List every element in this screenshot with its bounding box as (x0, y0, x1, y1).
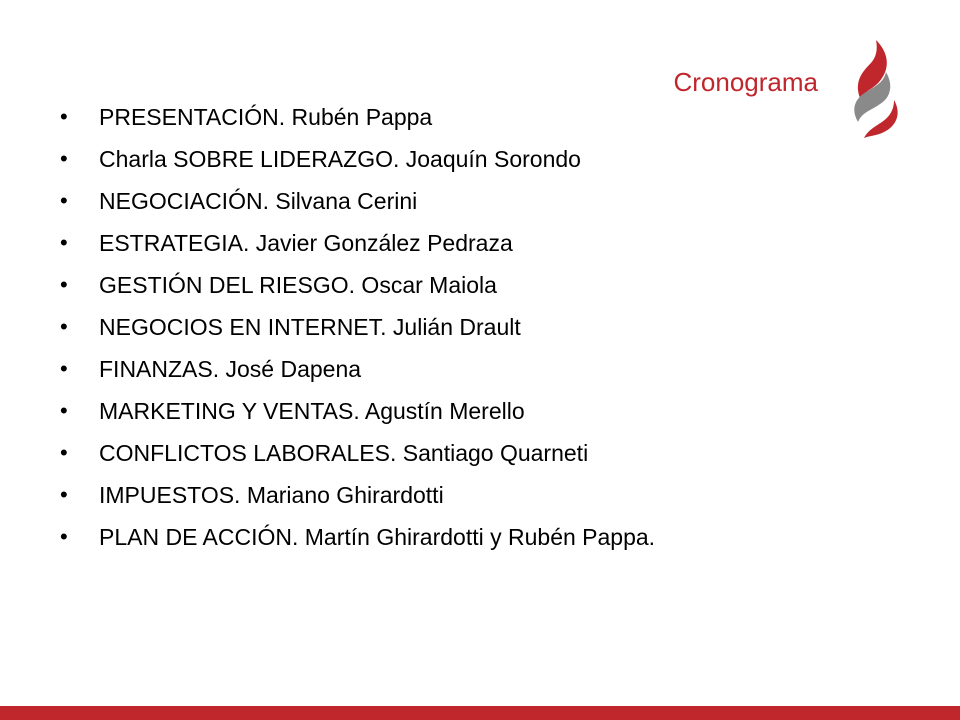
list-item (60, 306, 655, 348)
list-item-label: PRESENTACIÓN. Rubén Pappa (99, 104, 433, 130)
list-item (60, 264, 655, 306)
bullet: • (60, 314, 68, 339)
list-item-label: ESTRATEGIA. Javier González Pedraza (99, 230, 513, 256)
bullet: • (60, 272, 68, 297)
list-item-label: FINANZAS. José Dapena (99, 356, 362, 382)
list-item (60, 474, 655, 516)
bullet: • (60, 482, 68, 507)
list-item-label: NEGOCIACIÓN. Silvana Cerini (99, 188, 418, 214)
list-item (60, 432, 655, 474)
list-item-label: IMPUESTOS. Mariano Ghirardotti (99, 482, 444, 508)
list-item (60, 348, 655, 390)
list-item-label: Charla SOBRE LIDERAZGO. Joaquín Sorondo (99, 146, 581, 172)
bullet: • (60, 188, 68, 213)
bullet: • (60, 104, 68, 129)
list-item (60, 96, 655, 138)
list-item (60, 390, 655, 432)
bottom-accent-bar (0, 706, 960, 720)
list-item-label: PLAN DE ACCIÓN. Martín Ghirardotti y Rubén Pappa. (99, 524, 656, 550)
list-item (60, 222, 655, 264)
list-item (60, 180, 655, 222)
bullet: • (60, 356, 68, 381)
flame-logo-icon (846, 38, 904, 138)
list-item-label: CONFLICTOS LABORALES. Santiago Quarneti (99, 440, 589, 466)
bullet: • (60, 440, 68, 465)
list-item (60, 138, 655, 180)
bullet: • (60, 524, 68, 549)
bullet: • (60, 230, 68, 255)
list-item-label: MARKETING Y VENTAS. Agustín Merello (99, 398, 525, 424)
bullet: • (60, 398, 68, 423)
list-item-label: GESTIÓN DEL RIESGO. Oscar Maiola (99, 272, 497, 298)
list-item (60, 516, 655, 558)
slide-title: Cronograma (673, 67, 818, 97)
bullet-list (60, 96, 655, 558)
bullet: • (60, 146, 68, 171)
list-item-label: NEGOCIOS EN INTERNET. Julián Drault (99, 314, 521, 340)
